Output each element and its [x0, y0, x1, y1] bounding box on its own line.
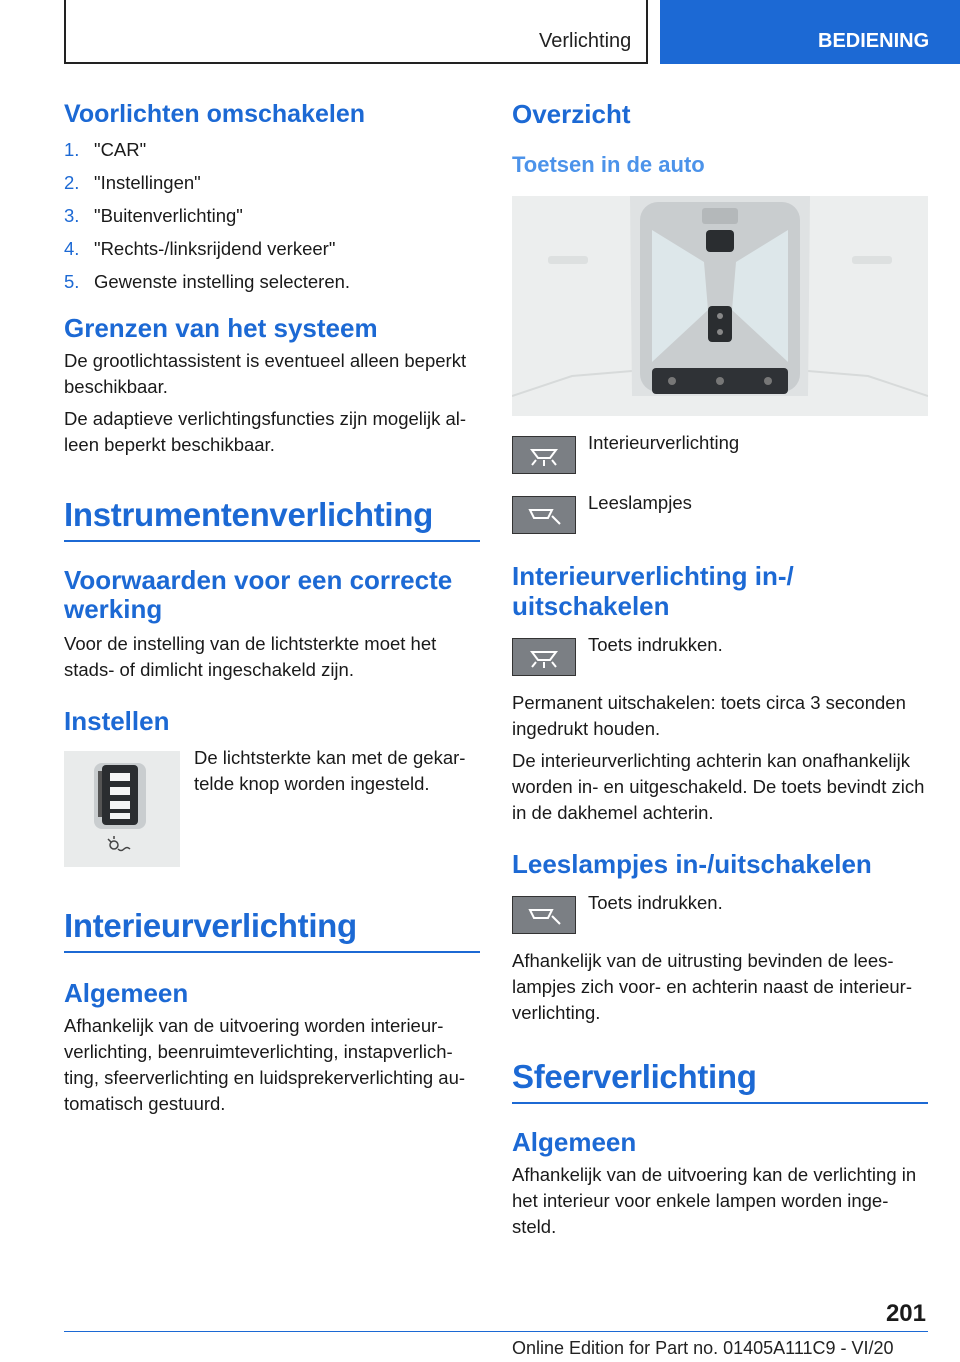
icon-instruction-row	[512, 634, 928, 676]
list-item: 5. Gewenste instelling selecteren.	[64, 270, 351, 292]
header-section-title: Verlichting	[539, 30, 632, 52]
list-item: 3. "Buitenverlichting"	[64, 204, 243, 226]
list-item: 2. "Instellingen"	[64, 171, 201, 193]
interior-light-button-icon	[512, 638, 576, 676]
heading-toetsen: Toetsen in de auto	[512, 151, 705, 177]
legend-label: Interieurverlichting	[588, 432, 740, 454]
heading-algemeen: Algemeen	[512, 1126, 637, 1157]
paragraph: Permanent uitschakelen: toets circa 3 seconden ingedrukt houden.	[512, 692, 906, 740]
instellen-figure-row	[64, 747, 480, 867]
reading-light-button-icon	[512, 896, 576, 934]
footer-edition: Online Edition for Part no. 01405A111C9 - VI/20	[512, 1338, 894, 1358]
step-list	[64, 133, 480, 298]
heading-interieur-aan-uit: Interieurverlichting in-/ uitschakelen	[512, 561, 794, 622]
paragraph: Afhankelijk van de uitvoering kan de verlichting in het interieur voor enkele lampen worden inge-steld.	[512, 1163, 917, 1237]
heading-algemeen: Algemeen	[64, 978, 189, 1009]
legend-label: Leeslampjes	[588, 492, 692, 514]
paragraph: Voor de instelling van de lichtsterkte moet het stads- of dimlicht ingeschakeld zijn.	[64, 633, 437, 681]
paragraph: De interieurverlichting achterin kan onafhankelijk worden in- en uitgeschakeld. De toets bevindt zich in de dakhemel achterin.	[512, 750, 925, 824]
roof-console-icon	[512, 196, 928, 416]
left-column	[64, 100, 480, 1117]
heading-voorwaarden: Voorwaarden voor een correcte werking	[64, 564, 453, 625]
dimmer-knob-image	[64, 751, 180, 867]
dimmer-knob-icon	[64, 751, 180, 867]
right-column	[512, 100, 928, 1240]
paragraph: Toets indrukken.	[588, 634, 723, 656]
paragraph: De grootlichtassistent is eventueel alleen beperkt beschikbaar.	[64, 349, 467, 397]
legend-row	[512, 432, 928, 474]
heading-interieurverlichting: Interieurverlichting	[64, 907, 480, 953]
roof-console-image	[512, 196, 928, 416]
list-item: 1. "CAR"	[64, 138, 147, 160]
paragraph: Afhankelijk van de uitvoering worden interieur-verlichting, beenruimteverlichting, instapverlich-ting, sfeerverlichting en luidsprekerverlichting au-tomatisch gestuurd.	[64, 1015, 466, 1115]
header-chapter-tab: BEDIENING	[660, 0, 960, 64]
heading-leeslampjes: Leeslampjes in-/uitschakelen	[512, 849, 872, 880]
paragraph: Afhankelijk van de uitrusting bevinden de lees-lampjes zich voor- en achterin naast de interieur-verlichting.	[512, 949, 912, 1023]
page-number: 201	[885, 1300, 926, 1327]
icon-instruction-row	[512, 891, 928, 934]
heading-overzicht: Overzicht	[512, 99, 631, 129]
paragraph: De adaptieve verlichtingsfuncties zijn mogelijk al-leen beperkt beschikbaar.	[64, 407, 467, 455]
heading-grenzen: Grenzen van het systeem	[64, 312, 378, 343]
paragraph: Toets indrukken.	[588, 891, 723, 913]
heading-instellen: Instellen	[64, 706, 170, 737]
footer-divider	[64, 1331, 928, 1332]
paragraph: De lichtsterkte kan met de gekar-telde knop worden ingesteld.	[194, 747, 466, 795]
interior-light-button-icon	[512, 436, 576, 474]
heading-voorlichten: Voorlichten omschakelen	[64, 100, 366, 128]
reading-light-button-icon	[512, 496, 576, 534]
legend-row	[512, 492, 928, 534]
heading-instrumentenverlichting: Instrumentenverlichting	[64, 496, 480, 542]
heading-sfeerverlichting: Sfeerverlichting	[512, 1058, 928, 1104]
list-item: 4. "Rechts-/linksrijdend verkeer"	[64, 237, 336, 259]
